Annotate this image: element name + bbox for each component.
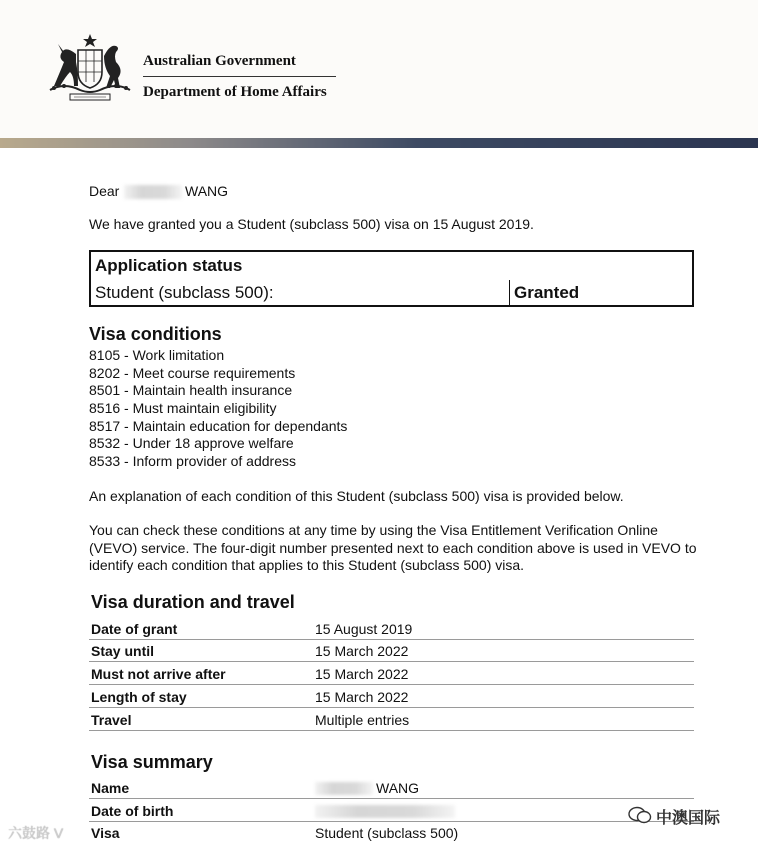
- recipient-surname: WANG: [185, 183, 229, 199]
- table-row: [89, 822, 694, 844]
- condition-item: 8532 - Under 18 approve welfare: [89, 435, 294, 451]
- row-value: 15 August 2019: [315, 621, 413, 637]
- coat-of-arms-icon: [44, 32, 136, 102]
- row-value: Multiple entries: [315, 712, 410, 728]
- row-value: 15 March 2022: [315, 689, 409, 705]
- duration-travel-heading: Visa duration and travel: [91, 592, 295, 612]
- redacted-given-name: [315, 782, 373, 795]
- government-name: Australian Government: [143, 53, 296, 69]
- grant-sentence: We have granted you a Student (subclass 500) visa on 15 August 2019.: [89, 216, 534, 232]
- table-row: [89, 663, 694, 685]
- redacted-given-name: [124, 185, 182, 199]
- status-badge: Granted: [514, 283, 580, 302]
- table-row: [89, 709, 694, 731]
- row-value: Student (subclass 500): [315, 825, 459, 841]
- condition-item: 8501 - Maintain health insurance: [89, 382, 293, 398]
- row-label: Date of birth: [91, 803, 174, 819]
- conditions-explanation: An explanation of each condition of this Student (subclass 500) visa is provided below.: [89, 488, 624, 504]
- row-label: Must not arrive after: [91, 666, 226, 682]
- department-name: Department of Home Affairs: [143, 84, 327, 100]
- watermark-left: 六鼓路 V: [8, 825, 64, 841]
- row-value: 15 March 2022: [315, 643, 409, 659]
- chat-bubble-icon: [628, 806, 652, 824]
- condition-item: 8516 - Must maintain eligibility: [89, 400, 277, 416]
- letterhead: [0, 0, 758, 138]
- visa-conditions-heading: Visa conditions: [89, 324, 222, 344]
- salutation: Dear: [89, 183, 120, 199]
- row-value: 15 March 2022: [315, 666, 409, 682]
- visa-summary-heading: Visa summary: [91, 752, 213, 772]
- row-label: Visa: [91, 825, 120, 841]
- row-label: Stay until: [91, 643, 155, 659]
- table-row: [89, 800, 694, 822]
- row-label: Name: [91, 780, 130, 796]
- condition-item: 8105 - Work limitation: [89, 347, 225, 363]
- header-divider: [143, 76, 336, 77]
- redacted-date-of-birth: [315, 805, 455, 818]
- row-label: Travel: [91, 712, 132, 728]
- application-status-title: Application status: [95, 256, 243, 275]
- table-row: [89, 640, 694, 662]
- table-row: [89, 618, 694, 640]
- row-label: Length of stay: [91, 689, 187, 705]
- row-label: Date of grant: [91, 621, 178, 637]
- condition-item: 8202 - Meet course requirements: [89, 365, 296, 381]
- header-gradient-bar: [0, 138, 758, 148]
- condition-item: 8517 - Maintain education for dependants: [89, 418, 348, 434]
- visa-type-label: Student (subclass 500):: [95, 283, 274, 302]
- vevo-note: You can check these conditions at any time by using the Visa Entitlement Verification Online (VEVO) service. The four-digit number presented next to each condition above is used in VEVO to identify each condition that applies to this Student (subclass 500) visa.: [89, 522, 697, 573]
- status-divider: [509, 280, 510, 307]
- application-status-box: [89, 250, 694, 307]
- table-row: [89, 686, 694, 708]
- condition-item: 8533 - Inform provider of address: [89, 453, 296, 469]
- watermark-right: 中澳国际: [656, 810, 721, 827]
- table-row: [89, 777, 694, 799]
- row-value: WANG: [376, 780, 420, 796]
